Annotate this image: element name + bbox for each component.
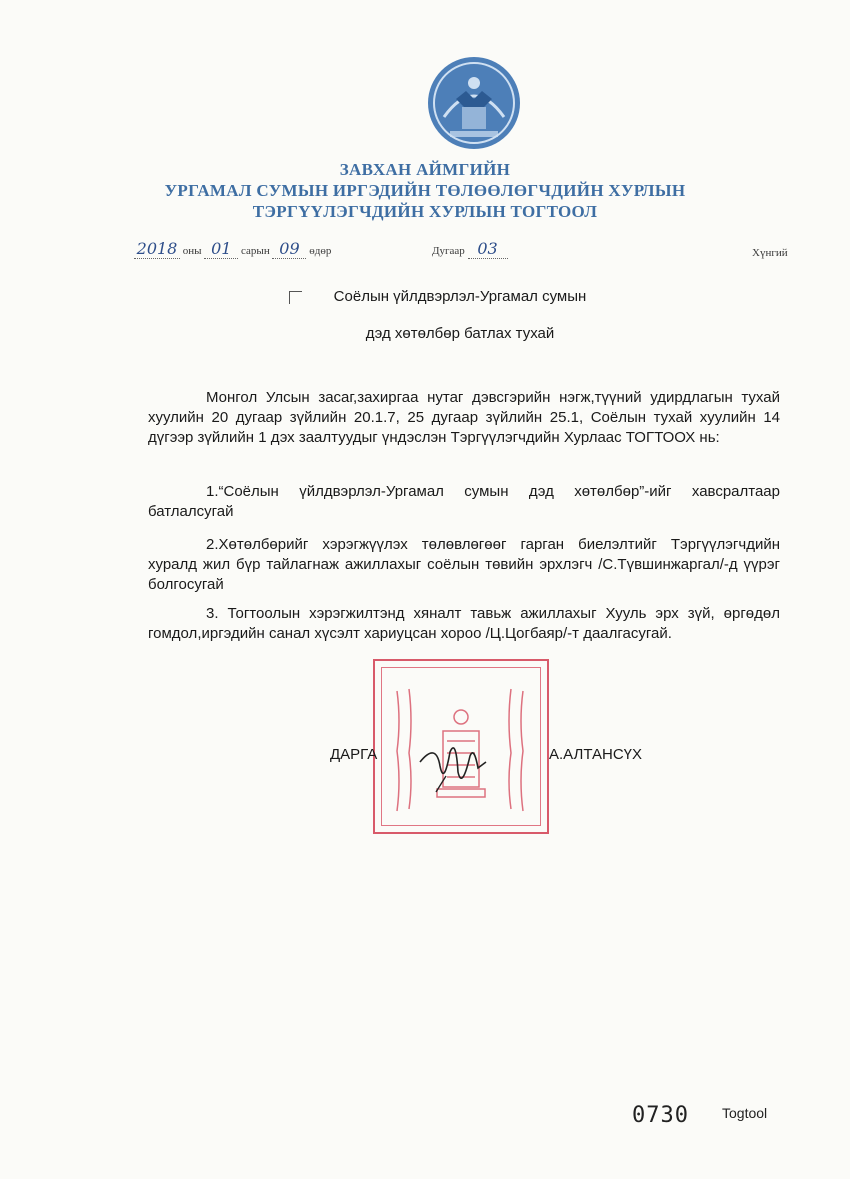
signatory-name: А.АЛТАНСҮХ (549, 746, 643, 763)
day-label: өдөр (309, 245, 332, 257)
state-emblem-icon (426, 55, 522, 151)
header-line-3: ТЭРГҮҮЛЭГЧДИЙН ХУРЛЫН ТОГТООЛ (252, 202, 598, 221)
place-name: Хүнгий (752, 247, 788, 259)
decision-item-2-text: 2.Хөтөлбөрийг хэрэгжүүлэх төлөвлөгөөг гарган биелэлтийг Тэргүүлэгчдийн хуралд жил бүр тайлагнаж ажиллахыг соёлын төвийн эрхлэгч /С.Түвшинжаргал/-д үүрэг болгосугай (148, 536, 780, 593)
number-label: Дугаар (432, 245, 465, 257)
decision-item-3 (148, 604, 780, 644)
month-label: сарын (241, 245, 270, 257)
number-field (432, 240, 508, 259)
number-value: 03 (468, 240, 508, 259)
decision-item-1-text: 1.“Соёлын үйлдвэрлэл-Ургамал сумын дэд хөтөлбөр”-ийг хавсралтаар батлалсугай (148, 483, 780, 520)
day-value: 09 (272, 240, 306, 259)
subject-line-1: Соёлын үйлдвэрлэл-Ургамал сумын (333, 288, 587, 305)
decision-item-1 (148, 482, 780, 522)
decision-item-3-text: 3. Тогтоолын хэрэгжилтэнд хяналт тавьж ажиллахыг Хууль эрх зүй, өргөдөл гомдол,иргэдийн санал хүсэлт хариуцсан хороо /Ц.Цогбаяр/-т даалгасугай. (148, 605, 780, 642)
date-field (134, 240, 331, 259)
document-type-label: Togtool (722, 1105, 768, 1121)
signatory-title: ДАРГА (330, 746, 378, 763)
preamble-paragraph (148, 388, 780, 448)
month-value: 01 (204, 240, 238, 259)
document-code: 0730 (632, 1103, 689, 1128)
preamble-text: Монгол Улсын засаг,захиргаа нутаг дэвсгэрийн нэгж,түүний удирдлагын тухай хуулийн 20 дугаар зүйлийн 20.1.7, 25 дугаар зүйлийн 25.1, Соёлын тухай хуулийн 14 дүгээр зүйлийн 1 дэх заалтуудыг үндэслэн Тэргүүлэгчдийн Хурлаас ТОГТООХ нь: (148, 389, 780, 446)
year-label: оны (182, 245, 202, 257)
header-line-2: УРГАМАЛ СУМЫН ИРГЭДИЙН ТӨЛӨӨЛӨГЧДИЙН ХУРЛЫН (164, 181, 686, 200)
handwritten-signature (416, 732, 496, 802)
header-line-1: ЗАВХАН АЙМГИЙН (339, 160, 511, 179)
year-value: 2018 (134, 240, 180, 259)
subject-line-2: дэд хөтөлбөр батлах тухай (365, 325, 555, 342)
decision-item-2 (148, 535, 780, 595)
